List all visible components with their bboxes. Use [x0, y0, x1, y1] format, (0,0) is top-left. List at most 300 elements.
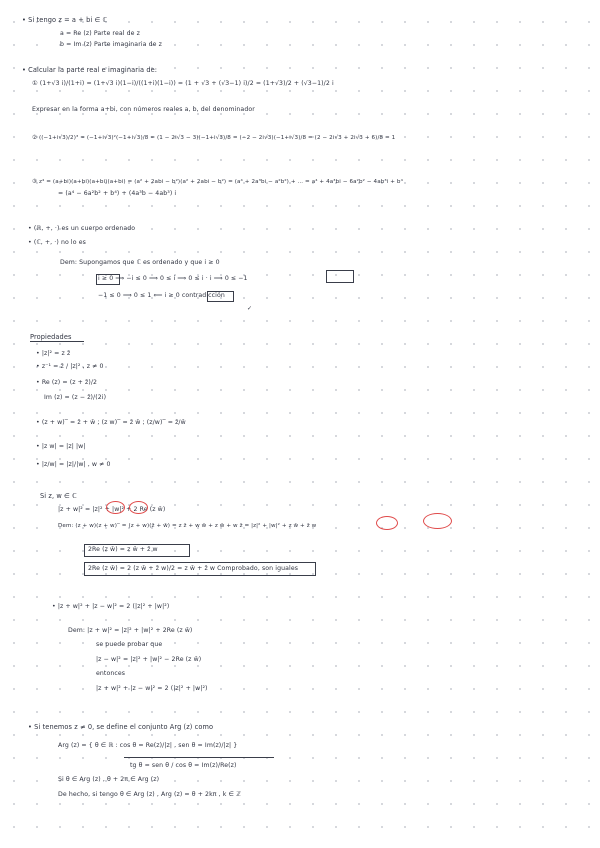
grid-dot: [404, 688, 406, 690]
grid-dot: [266, 67, 268, 69]
grid-dot: [197, 458, 199, 460]
grid-dot: [381, 665, 383, 667]
grid-dot: [404, 711, 406, 713]
grid-dot: [496, 435, 498, 437]
grid-dot: [243, 366, 245, 368]
grid-dot: [220, 21, 222, 23]
grid-dot: [519, 159, 521, 161]
note-line: 2Re (z w̄) = 2 (z w̄ + z̄ w)/2 = z w̄ + z̄ w Comprobado, son iguales: [88, 565, 299, 572]
grid-dot: [266, 90, 268, 92]
note-line: i ≥ 0 ⟹ −i ≤ 0 ⟹ 0 ≤ i ⟹ 0 ≤ i · i ⟹ 0 ≤ −1: [98, 275, 248, 282]
grid-dot: [289, 435, 291, 437]
grid-dot: [266, 274, 268, 276]
grid-dot: [542, 504, 544, 506]
grid-dot: [427, 366, 429, 368]
grid-dot: [174, 803, 176, 805]
grid-dot: [588, 573, 590, 575]
grid-dot: [312, 159, 314, 161]
grid-dot: [335, 21, 337, 23]
grid-dot: [473, 182, 475, 184]
grid-dot: [381, 205, 383, 207]
grid-dot: [473, 228, 475, 230]
grid-dot: [243, 550, 245, 552]
grid-dot: [105, 734, 107, 736]
grid-dot: [381, 159, 383, 161]
grid-dot: [588, 159, 590, 161]
grid-dot: [358, 67, 360, 69]
grid-dot: [496, 527, 498, 529]
grid-dot: [588, 550, 590, 552]
grid-dot: [381, 343, 383, 345]
grid-dot: [381, 113, 383, 115]
grid-dot: [220, 67, 222, 69]
note-line: • |z|² = z z̄: [36, 350, 71, 357]
grid-dot: [128, 90, 130, 92]
note-line: |z + w|² + |z − w|² = 2 (|z|² + |w|²): [96, 685, 208, 692]
grid-dot: [450, 642, 452, 644]
grid-dot: [381, 573, 383, 575]
grid-dot: [220, 343, 222, 345]
grid-dot: [588, 343, 590, 345]
grid-dot: [496, 320, 498, 322]
grid-dot: [542, 113, 544, 115]
grid-dot: [519, 642, 521, 644]
grid-dot: [381, 734, 383, 736]
grid-dot: [427, 711, 429, 713]
grid-dot: [13, 734, 15, 736]
grid-dot: [243, 711, 245, 713]
grid-dot: [450, 757, 452, 759]
grid-dot: [496, 642, 498, 644]
grid-dot: [59, 412, 61, 414]
grid-dot: [542, 688, 544, 690]
grid-dot: [565, 90, 567, 92]
grid-dot: [404, 803, 406, 805]
grid-dot: [335, 619, 337, 621]
grid-dot: [335, 458, 337, 460]
grid-dot: [473, 44, 475, 46]
grid-dot: [542, 205, 544, 207]
grid-dot: [565, 573, 567, 575]
grid-dot: [565, 366, 567, 368]
grid-dot: [312, 711, 314, 713]
grid-dot: [13, 205, 15, 207]
grid-dot: [496, 136, 498, 138]
grid-dot: [335, 44, 337, 46]
grid-dot: [243, 159, 245, 161]
note-line: se puede probar que: [96, 641, 163, 648]
grid-dot: [404, 113, 406, 115]
grid-dot: [588, 757, 590, 759]
grid-dot: [243, 780, 245, 782]
grid-dot: [358, 527, 360, 529]
grid-dot: [312, 665, 314, 667]
grid-dot: [542, 136, 544, 138]
grid-dot: [174, 619, 176, 621]
grid-dot: [519, 550, 521, 552]
grid-dot: [427, 320, 429, 322]
grid-dot: [519, 780, 521, 782]
grid-dot: [105, 803, 107, 805]
grid-dot: [266, 642, 268, 644]
grid-dot: [36, 205, 38, 207]
grid-dot: [266, 481, 268, 483]
grid-dot: [197, 251, 199, 253]
grid-dot: [565, 803, 567, 805]
grid-dot: [519, 504, 521, 506]
grid-dot: [427, 435, 429, 437]
grid-dot: [519, 688, 521, 690]
grid-dot: [473, 642, 475, 644]
grid-dot: [220, 320, 222, 322]
grid-dot: [496, 44, 498, 46]
grid-dot: [266, 159, 268, 161]
grid-dot: [519, 527, 521, 529]
grid-dot: [197, 435, 199, 437]
grid-dot: [197, 228, 199, 230]
grid-dot: [105, 458, 107, 460]
grid-dot: [542, 90, 544, 92]
grid-dot: [542, 596, 544, 598]
boxed-expression: [207, 291, 234, 302]
grid-dot: [404, 205, 406, 207]
grid-dot: [358, 44, 360, 46]
grid-dot: [427, 550, 429, 552]
grid-dot: [496, 573, 498, 575]
grid-dot: [542, 780, 544, 782]
grid-dot: [59, 826, 61, 828]
grid-dot: [13, 159, 15, 161]
grid-dot: [358, 297, 360, 299]
grid-dot: [404, 412, 406, 414]
grid-dot: [197, 734, 199, 736]
grid-dot: [519, 205, 521, 207]
note-line: Dem: (z + w)(z + w)‾ = (z + w)(z̄ + w̄) = z z̄ + w w̄ + z w̄ + w z̄ = |z|² + |w|² + z w̄ + z̄ w: [58, 523, 317, 529]
grid-dot: [151, 619, 153, 621]
grid-dot: [82, 389, 84, 391]
grid-dot: [59, 159, 61, 161]
grid-dot: [404, 780, 406, 782]
grid-dot: [588, 780, 590, 782]
grid-dot: [358, 435, 360, 437]
grid-dot: [36, 527, 38, 529]
grid-dot: [220, 734, 222, 736]
grid-dot: [404, 297, 406, 299]
grid-dot: [565, 182, 567, 184]
grid-dot: [128, 734, 130, 736]
grid-dot: [105, 826, 107, 828]
grid-dot: [565, 458, 567, 460]
grid-dot: [519, 826, 521, 828]
grid-dot: [588, 527, 590, 529]
grid-dot: [174, 596, 176, 598]
grid-dot: [243, 297, 245, 299]
grid-dot: [82, 412, 84, 414]
grid-dot: [588, 412, 590, 414]
grid-dot: [13, 113, 15, 115]
grid-dot: [151, 320, 153, 322]
grid-dot: [151, 481, 153, 483]
grid-dot: [335, 343, 337, 345]
grid-dot: [427, 343, 429, 345]
grid-dot: [266, 458, 268, 460]
grid-dot: [82, 665, 84, 667]
grid-dot: [358, 757, 360, 759]
grid-dot: [565, 688, 567, 690]
grid-dot: [243, 619, 245, 621]
grid-dot: [519, 21, 521, 23]
grid-dot: [312, 251, 314, 253]
grid-dot: [289, 113, 291, 115]
grid-dot: [335, 803, 337, 805]
grid-dot: [266, 297, 268, 299]
grid-dot: [151, 21, 153, 23]
grid-dot: [496, 159, 498, 161]
grid-dot: [358, 734, 360, 736]
grid-dot: [519, 136, 521, 138]
grid-dot: [473, 596, 475, 598]
grid-dot: [542, 182, 544, 184]
grid-dot: [519, 366, 521, 368]
grid-dot: [82, 458, 84, 460]
note-line: ① (1+√3 i)/(1+i) = (1+√3 i)(1−i)/((1+i)(1−i)) = (1 + √3 + (√3−1) i)/2 = (1+√3)/2 + (√3−1)/2 i: [32, 80, 334, 87]
grid-dot: [243, 734, 245, 736]
grid-dot: [565, 136, 567, 138]
grid-dot: [13, 458, 15, 460]
boxed-expression: [326, 270, 354, 283]
grid-dot: [335, 550, 337, 552]
grid-dot: [13, 90, 15, 92]
grid-dot: [473, 412, 475, 414]
grid-dot: [519, 274, 521, 276]
grid-dot: [496, 113, 498, 115]
grid-dot: [335, 366, 337, 368]
grid-dot: [266, 711, 268, 713]
grid-dot: [266, 21, 268, 23]
grid-dot: [473, 481, 475, 483]
grid-dot: [105, 435, 107, 437]
grid-dot: [128, 343, 130, 345]
grid-dot: [565, 44, 567, 46]
grid-dot: [404, 757, 406, 759]
grid-dot: [197, 320, 199, 322]
grid-dot: [220, 366, 222, 368]
grid-dot: [450, 136, 452, 138]
grid-dot: [450, 343, 452, 345]
grid-dot: [266, 665, 268, 667]
grid-dot: [450, 205, 452, 207]
grid-dot: [450, 113, 452, 115]
grid-dot: [496, 182, 498, 184]
grid-dot: [197, 550, 199, 552]
grid-dot: [82, 642, 84, 644]
grid-dot: [588, 619, 590, 621]
grid-dot: [496, 458, 498, 460]
grid-dot: [220, 90, 222, 92]
grid-dot: [358, 389, 360, 391]
grid-dot: [358, 642, 360, 644]
grid-dot: [427, 734, 429, 736]
grid-dot: [220, 711, 222, 713]
grid-dot: [519, 297, 521, 299]
grid-dot: [151, 665, 153, 667]
grid-dot: [174, 205, 176, 207]
grid-dot: [312, 113, 314, 115]
grid-dot: [174, 504, 176, 506]
grid-dot: [542, 642, 544, 644]
grid-dot: [289, 481, 291, 483]
grid-dot: [335, 113, 337, 115]
grid-dot: [542, 44, 544, 46]
grid-dot: [243, 320, 245, 322]
grid-dot: [450, 182, 452, 184]
grid-dot: [105, 205, 107, 207]
grid-dot: [128, 619, 130, 621]
grid-dot: [289, 274, 291, 276]
grid-dot: [312, 780, 314, 782]
grid-dot: [36, 665, 38, 667]
grid-dot: [450, 435, 452, 437]
grid-dot: [243, 596, 245, 598]
grid-dot: [335, 665, 337, 667]
note-line: • (z + w)‾ = z̄ + w̄ ; (z w)‾ = z̄ w̄ ; (z/w)‾ = z̄/w̄: [36, 419, 186, 426]
grid-dot: [59, 573, 61, 575]
grid-dot: [542, 665, 544, 667]
grid-dot: [312, 504, 314, 506]
grid-dot: [450, 366, 452, 368]
grid-dot: [128, 481, 130, 483]
grid-dot: [220, 642, 222, 644]
grid-dot: [496, 21, 498, 23]
grid-dot: [496, 274, 498, 276]
grid-dot: [312, 228, 314, 230]
grid-dot: [381, 504, 383, 506]
note-line: ③ z⁴ = (a+bi)(a+bi)(a+bi)(a+bi) = (a² + 2abi − b²)(a² + 2abi − b²) = (a⁴ + 2a³bi − a²b²) + ... = a⁴ + 4a³bi − 6a²b² − 4ab³i + b⁴: [32, 179, 403, 185]
grid-dot: [519, 596, 521, 598]
grid-dot: [266, 389, 268, 391]
grid-dot: [266, 803, 268, 805]
grid-dot: [496, 803, 498, 805]
grid-dot: [565, 67, 567, 69]
grid-dot: [473, 297, 475, 299]
grid-dot: [36, 803, 38, 805]
grid-dot: [450, 780, 452, 782]
grid-dot: [59, 642, 61, 644]
grid-dot: [496, 619, 498, 621]
grid-dot: [450, 67, 452, 69]
grid-dot: [59, 481, 61, 483]
grid-dot: [358, 412, 360, 414]
grid-dot: [381, 251, 383, 253]
grid-dot: [289, 366, 291, 368]
grid-dot: [335, 90, 337, 92]
grid-dot: [174, 389, 176, 391]
grid-dot: [565, 596, 567, 598]
grid-dot: [473, 113, 475, 115]
grid-dot: [335, 159, 337, 161]
grid-dot: [542, 619, 544, 621]
grid-dot: [220, 550, 222, 552]
grid-dot: [59, 757, 61, 759]
grid-dot: [312, 44, 314, 46]
grid-dot: [289, 757, 291, 759]
grid-dot: [105, 596, 107, 598]
grid-dot: [381, 412, 383, 414]
grid-dot: [13, 688, 15, 690]
grid-dot: [404, 435, 406, 437]
grid-dot: [82, 320, 84, 322]
grid-dot: [105, 159, 107, 161]
grid-dot: [197, 665, 199, 667]
grid-dot: [243, 803, 245, 805]
grid-dot: [243, 504, 245, 506]
grid-dot: [473, 780, 475, 782]
grid-dot: [197, 481, 199, 483]
grid-dot: [220, 481, 222, 483]
grid-dot: [565, 527, 567, 529]
grid-dot: [358, 205, 360, 207]
grid-dot: [36, 297, 38, 299]
grid-dot: [289, 67, 291, 69]
grid-dot: [473, 619, 475, 621]
grid-dot: [427, 665, 429, 667]
grid-dot: [59, 734, 61, 736]
grid-dot: [358, 366, 360, 368]
grid-dot: [427, 803, 429, 805]
grid-dot: [220, 688, 222, 690]
grid-dot: [450, 21, 452, 23]
grid-dot: [266, 619, 268, 621]
grid-dot: [82, 343, 84, 345]
grid-dot: [266, 826, 268, 828]
grid-dot: [151, 734, 153, 736]
grid-dot: [105, 389, 107, 391]
grid-dot: [519, 803, 521, 805]
grid-dot: [335, 435, 337, 437]
grid-dot: [565, 734, 567, 736]
grid-dot: [174, 665, 176, 667]
grid-dot: [381, 803, 383, 805]
grid-dot: [312, 67, 314, 69]
grid-dot: [381, 366, 383, 368]
grid-dot: [197, 343, 199, 345]
grid-dot: [266, 205, 268, 207]
grid-dot: [404, 182, 406, 184]
grid-dot: [243, 481, 245, 483]
grid-dot: [59, 550, 61, 552]
grid-dot: [197, 596, 199, 598]
grid-dot: [381, 780, 383, 782]
grid-dot: [289, 688, 291, 690]
grid-dot: [427, 297, 429, 299]
grid-dot: [174, 435, 176, 437]
grid-dot: [13, 228, 15, 230]
grid-dot: [335, 734, 337, 736]
grid-dot: [588, 711, 590, 713]
grid-dot: [59, 665, 61, 667]
grid-dot: [289, 159, 291, 161]
grid-dot: [496, 67, 498, 69]
grid-dot: [404, 366, 406, 368]
grid-dot: [588, 21, 590, 23]
grid-dot: [335, 228, 337, 230]
grid-dot: [13, 826, 15, 828]
grid-dot: [36, 596, 38, 598]
grid-dot: [151, 711, 153, 713]
grid-dot: [404, 320, 406, 322]
grid-dot: [13, 412, 15, 414]
grid-dot: [404, 573, 406, 575]
